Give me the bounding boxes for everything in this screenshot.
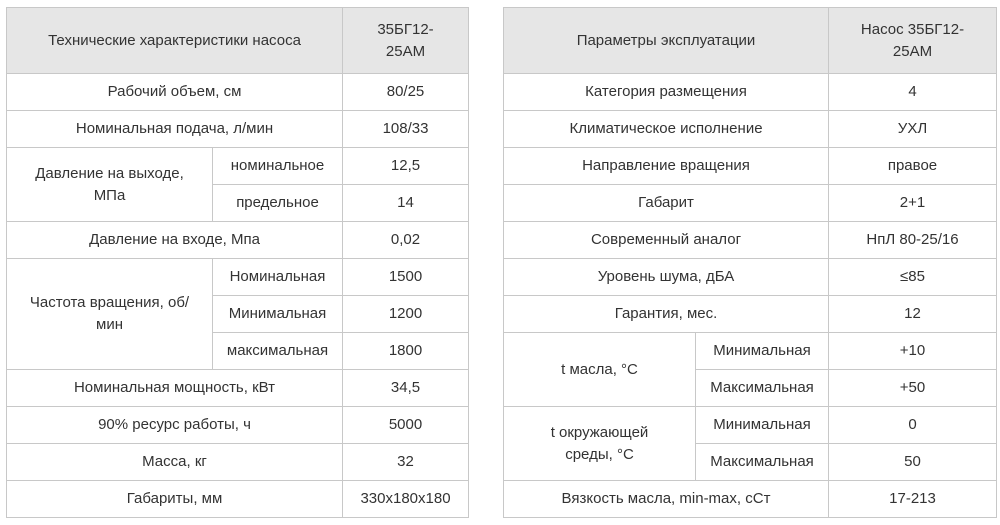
row-label: Современный аналог xyxy=(504,222,829,259)
table-row xyxy=(504,111,997,148)
row-label: Габариты, мм xyxy=(7,481,343,518)
row-sublabel: Минимальная xyxy=(213,296,343,333)
operating-params-table xyxy=(503,7,997,518)
row-label: Направление вращения xyxy=(504,148,829,185)
row-sublabel: номинальное xyxy=(213,148,343,185)
row-label: Давление на входе, Мпа xyxy=(7,222,343,259)
table-header-row xyxy=(7,8,469,74)
row-value: 330x180x180 xyxy=(343,481,469,518)
row-label: Габарит xyxy=(504,185,829,222)
row-value: +50 xyxy=(829,370,997,407)
row-value: 34,5 xyxy=(343,370,469,407)
table-row xyxy=(504,74,997,111)
row-label: Гарантия, мес. xyxy=(504,296,829,333)
row-value: ≤85 xyxy=(829,259,997,296)
row-label: Давление на выходе, МПа xyxy=(7,148,213,222)
row-value: 1800 xyxy=(343,333,469,370)
row-value: 17-213 xyxy=(829,481,997,518)
table-row xyxy=(504,296,997,333)
row-label: 90% ресурс работы, ч xyxy=(7,407,343,444)
row-label: Уровень шума, дБА xyxy=(504,259,829,296)
row-value: 108/33 xyxy=(343,111,469,148)
table-row xyxy=(7,111,469,148)
row-value: 32 xyxy=(343,444,469,481)
row-value: 80/25 xyxy=(343,74,469,111)
row-value: 14 xyxy=(343,185,469,222)
row-sublabel: максимальная xyxy=(213,333,343,370)
row-label: Рабочий объем, см xyxy=(7,74,343,111)
row-label: t масла, °С xyxy=(504,333,696,407)
table-row xyxy=(504,259,997,296)
row-label: Частота вращения, об/мин xyxy=(7,259,213,370)
row-sublabel: Минимальная xyxy=(696,333,829,370)
row-label: Номинальная подача, л/мин xyxy=(7,111,343,148)
table-row xyxy=(7,74,469,111)
pump-specs-table xyxy=(6,7,469,518)
row-sublabel: Минимальная xyxy=(696,407,829,444)
row-label: Категория размещения xyxy=(504,74,829,111)
header-params: Параметры эксплуатации xyxy=(504,8,829,74)
table-row xyxy=(504,481,997,518)
table-row xyxy=(7,259,469,296)
row-value: НпЛ 80-25/16 xyxy=(829,222,997,259)
row-label: t окружающей среды, °С xyxy=(504,407,696,481)
header-model: Насос 35БГ12-25АМ xyxy=(829,8,997,74)
table-row xyxy=(504,407,997,444)
table-row xyxy=(7,481,469,518)
row-value: 1200 xyxy=(343,296,469,333)
table-row xyxy=(504,222,997,259)
row-value: +10 xyxy=(829,333,997,370)
row-value: 50 xyxy=(829,444,997,481)
row-label: Масса, кг xyxy=(7,444,343,481)
table-header-row xyxy=(504,8,997,74)
row-value: 4 xyxy=(829,74,997,111)
row-value: 2+1 xyxy=(829,185,997,222)
table-row xyxy=(7,444,469,481)
table-row xyxy=(7,148,469,185)
row-value: 0 xyxy=(829,407,997,444)
row-value: 5000 xyxy=(343,407,469,444)
row-label: Вязкость масла, min-max, сСт xyxy=(504,481,829,518)
row-sublabel: предельное xyxy=(213,185,343,222)
header-specs: Технические характеристики насоса xyxy=(7,8,343,74)
header-model: 35БГ12-25АМ xyxy=(343,8,469,74)
row-sublabel: Максимальная xyxy=(696,370,829,407)
table-row xyxy=(504,148,997,185)
row-value: правое xyxy=(829,148,997,185)
row-value: 12 xyxy=(829,296,997,333)
row-value: 1500 xyxy=(343,259,469,296)
table-row xyxy=(7,222,469,259)
row-sublabel: Номинальная xyxy=(213,259,343,296)
table-row xyxy=(7,407,469,444)
table-row xyxy=(504,185,997,222)
row-value: 12,5 xyxy=(343,148,469,185)
row-label: Климатическое исполнение xyxy=(504,111,829,148)
table-row xyxy=(504,333,997,370)
row-value: 0,02 xyxy=(343,222,469,259)
table-row xyxy=(7,370,469,407)
row-value: УХЛ xyxy=(829,111,997,148)
row-label: Номинальная мощность, кВт xyxy=(7,370,343,407)
row-sublabel: Максимальная xyxy=(696,444,829,481)
